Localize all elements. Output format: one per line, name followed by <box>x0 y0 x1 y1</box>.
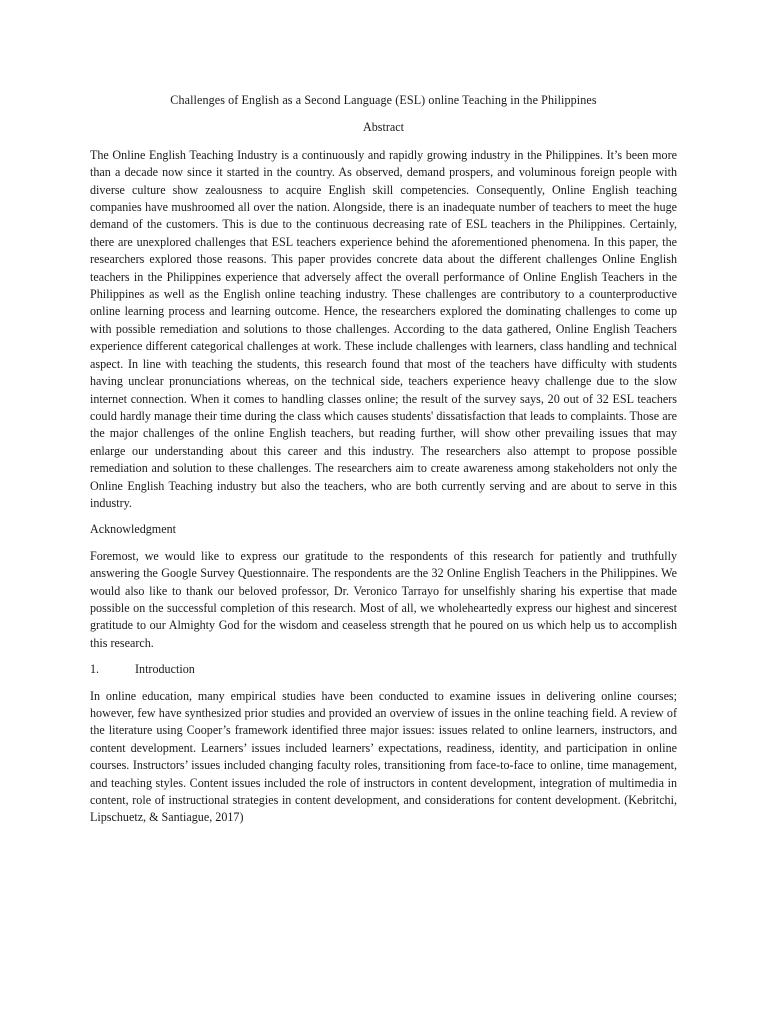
document-page <box>90 92 677 827</box>
introduction-heading: Introduction <box>135 662 195 677</box>
abstract-paragraph: The Online English Teaching Industry is a continuously and rapidly growing industry in the Philippines. It’s been more than a decade now since it started in the country. As observed, demand prospers, and voluminous foreign people with diverse culture show zealousness to acquire English skill competencies. Consequently, Online English teaching companies have mushroomed all over the nation. Alongside, there is an inadequate number of teachers to meet the huge demand of the customers. This is due to the continuous decreasing rate of ESL teachers in the Philippines. Certainly, there are unexplored challenges that ESL teachers experience behind the aforementioned phenomena. In this paper, the researchers explored those reasons. This paper provides concrete data about the different challenges Online English teachers in the Philippines experience that adversely affect the overall performance of Online English Teachers in the Philippines as well as the English online teaching industry. These challenges are contributory to a counterproductive online learning process and learning outcome. Hence, the researchers explored the dominating challenges to come up with possible remediation and solutions to those challenges. According to the data gathered, Online English Teachers experience different categorical challenges at work. These include challenges with learners, class handling and technical aspect. In line with teaching the students, this research found that most of the teachers have difficulty with students having unclear pronunciations whereas, on the technical side, teachers experience heavy challenge due to the slow internet connection. When it comes to handling classes online; the result of the survey says, 20 out of 32 ESL teachers could hardly manage their time during the class which causes students' dissatisfaction that leads to complaints. Those are the major challenges of the online English teachers, but reading further, will show other prevailing issues that may enlarge our understanding about this career and this industry. The researchers also attempt to propose possible remediation and solution to these challenges. The researchers aim to create awareness among stakeholders not only the Online English Teaching industry but also the teachers, who are both currently serving and are about to serve in this industry. <box>90 147 677 510</box>
document-title: Challenges of English as a Second Language (ESL) online Teaching in the Philippines <box>170 93 597 107</box>
introduction-number: 1. <box>90 662 100 677</box>
introduction-paragraph: In online education, many empirical studies have been conducted to examine issues in delivering online courses; however, few have synthesized prior studies and provided an overview of issues in the online teaching field. A review of the literature using Cooper’s framework identified three major issues: issues related to online learners, instructors, and content development. Learners’ issues included learners’ expectations, readiness, identity, and participation in online courses. Instructors’ issues included changing faculty roles, transitioning from face-to-face to online, time management, and teaching styles. Content issues included the role of instructors in content development, integration of multimedia in content, role of instructional strategies in content development, and considerations for content development. (Kebritchi, Lipschuetz, & Santiague, 2017) <box>90 688 677 825</box>
acknowledgment-heading: Acknowledgment <box>90 522 176 537</box>
acknowledgment-paragraph: Foremost, we would like to express our gratitude to the respondents of this research for patiently and truthfully answering the Google Survey Questionnaire. The respondents are the 32 Online English Teachers in the Philippines. We would also like to thank our beloved professor, Dr. Veronico Tarrayo for unselfishly sharing his expertise that made possible on the successful completion of this research. Most of all, we wholeheartedly express our highest and sincerest gratitude to our Almighty God for the wisdom and ceaseless strength that he poured on us which help us to accomplish this research. <box>90 548 677 650</box>
abstract-heading: Abstract <box>363 120 404 135</box>
introduction-heading-row <box>90 661 677 678</box>
